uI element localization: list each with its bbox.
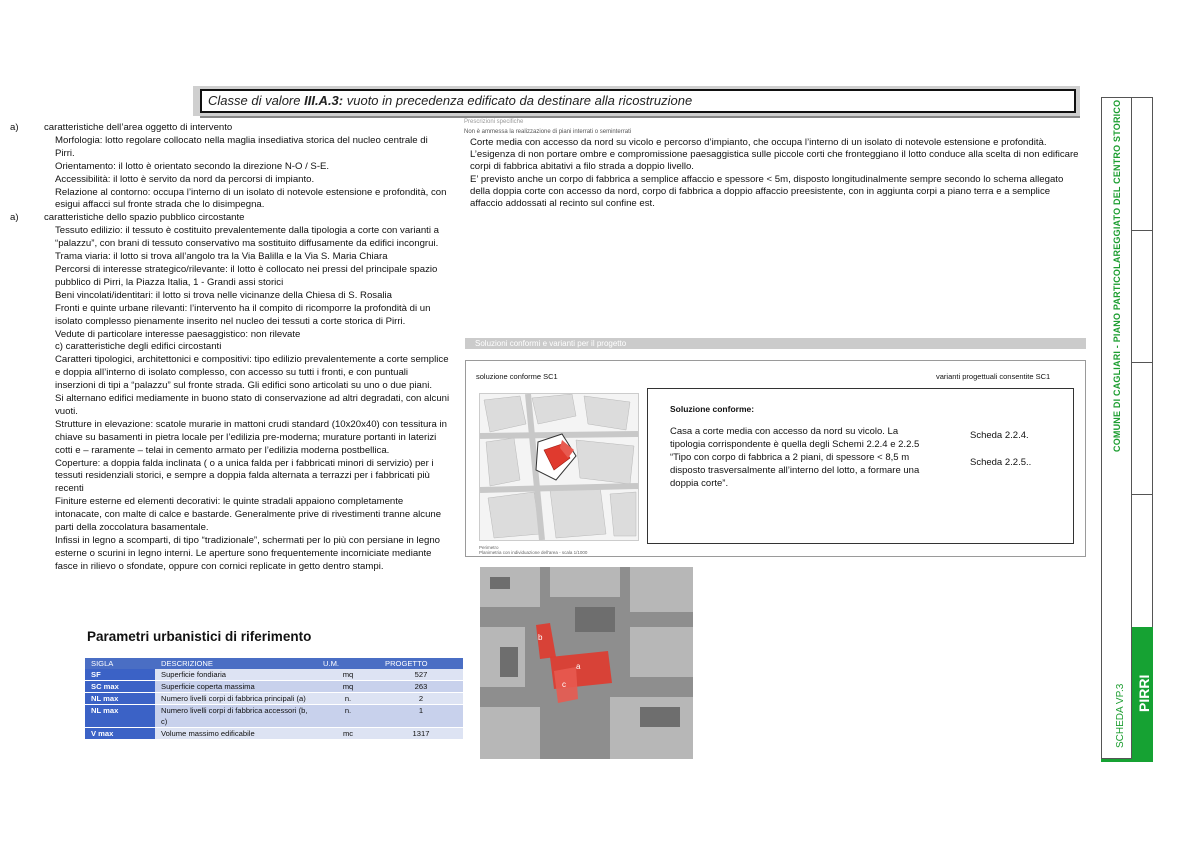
section-a2-heading: a) caratteristiche dello spazio pubblico circostante bbox=[10, 212, 245, 224]
params-table bbox=[85, 658, 463, 740]
table-row: NL max Numero livelli corpi di fabbrica accessori (b, c) n. 1 bbox=[85, 705, 463, 728]
sidebar-divider bbox=[1132, 494, 1153, 495]
sidebar-divider bbox=[1132, 230, 1153, 231]
table-row: SF Superficie fondiaria mq 527 bbox=[85, 669, 463, 681]
params-title: Parametri urbanistici di riferimento bbox=[87, 629, 312, 644]
scheda-reference-2: Scheda 2.2.5.. bbox=[970, 457, 1032, 468]
section-a1-heading: a) caratteristiche dell’area oggetto di intervento bbox=[10, 122, 233, 133]
scheda-reference-1: Scheda 2.2.4. bbox=[970, 430, 1029, 441]
sidebar-divider bbox=[1132, 362, 1153, 363]
sidebar-scheda-code: SCHEDA VP.3 bbox=[1115, 683, 1126, 748]
col-header: SIGLA bbox=[85, 658, 155, 669]
aerial-view-image bbox=[480, 567, 693, 759]
table-row: NL max Numero livelli corpi di fabbrica principali (a) n. 2 bbox=[85, 693, 463, 705]
a2-line: c) caratteristiche degli edifici circostanti bbox=[55, 341, 222, 353]
sidebar-place-name: PIRRI bbox=[1136, 674, 1152, 712]
col-header: PROGETTO bbox=[379, 658, 463, 669]
a2-line: Strutture in elevazione: scatole murarie in mattoni crudi standard (10x20x40) con tessitura in chiave su basamenti in pietra locale per l’edilizia pre-moderna; murature portanti in laterizi cotti e – raramente – telai in cemento armato per l’edilizia moderna postbellica. bbox=[55, 418, 447, 456]
table-row: V max Volume massimo edificabile mc 1317 bbox=[85, 728, 463, 740]
a2-line: Caratteri tipologici, architettonici e compositivi: tipo edilizio prevalentemente a corte semplice e doppia all’interno di isolato complesso, con accesso su tutti i fronti, e con puntuali inserzioni di tipi a “palazzu” sul fronte strada. Gli edifici sono articolati su uno o due piani. bbox=[55, 354, 449, 392]
aerial-label-b: b bbox=[538, 633, 543, 642]
a1-line: Orientamento: il lotto è orientato secondo la direzione N-O / S-E. bbox=[55, 160, 330, 172]
a2-line: Finiture esterne ed elementi decorativi: le quinte stradali appaiono completamente intonacate, con malte di calce e bastarde. Generalmente prive di rivestimenti tranne alcune parti della zoccolatura basamentale. bbox=[55, 496, 442, 534]
site-plan-drawing bbox=[480, 394, 638, 540]
aerial-label-c: c bbox=[562, 680, 566, 689]
left-description bbox=[10, 122, 450, 574]
col-header: U.M. bbox=[317, 658, 379, 669]
a2-line: Infissi in legno a scomparti, di tipo “tradizionale”, schermati per lo più con persiane in legno esterne o scurini in legno interni. Le aperture sono frequentemente incorniciate mediante fasce in rilievo o sfondate, oppure con cornici replicate in getto dentro stampi. bbox=[55, 535, 441, 572]
intervention-paragraph: E’ previsto anche un corpo di fabbrica a semplice affaccio e spessore < 5m, disposto longitudinalmente sempre secondo lo schema allegato della doppia corte con accesso da nord, corpo di fabbrica a doppio affaccio preesistente, con in aggiunta corpi a piano terra e a semplice affaccio addossati al recinto sul confine est. bbox=[470, 173, 1064, 210]
class-header: Classe di valore III.A.3: vuoto in precedenza edificato da destinare alla ricostruzione bbox=[200, 89, 1076, 113]
table-header-row bbox=[85, 658, 463, 669]
header-divider bbox=[200, 116, 1080, 118]
site-plan-map bbox=[479, 393, 639, 541]
aerial-drawing bbox=[480, 567, 693, 759]
a1-line: Morfologia: lotto regolare collocato nella maglia insediativa storica del nucleo centrale di Pirri. bbox=[55, 134, 428, 159]
a2-line: Fronti e quinte urbane rilevanti: l’intervento ha il compito di ricomporre la profondità di un isolato complesso pienamente inserito nel nucleo dei tessuti a corte storica di Pirri. bbox=[55, 302, 431, 327]
a1-line: Accessibilità: il lotto è servito da nord da percorsi di impianto. bbox=[55, 173, 315, 185]
map-legend: Perimetro Planimetria con individuazione dell'area - scala 1/1000 bbox=[479, 545, 588, 555]
aerial-label-a: a bbox=[576, 662, 581, 671]
a2-line: Percorsi di interesse strategico/rilevante: il lotto è collocato nei pressi del principale spazio pubblico di Pirri, la Piazza Italia, 1 - Grandi assi storici bbox=[55, 263, 438, 288]
sidebar-accent-strip bbox=[1101, 759, 1153, 762]
a2-line: Vedute di particolare interesse paesaggistico: non rilevate bbox=[55, 328, 301, 340]
a2-line: Beni vincolati/identitari: il lotto si trova nelle vicinanze della Chiesa di S. Rosalia bbox=[55, 289, 393, 301]
conform-solution-text: Casa a corte media con accesso da nord su vicolo. La tipologia corrispondente è quella degli Schemi 2.2.4 e 2.2.5 “Tipo con corpo di fabbrica a 2 piani, di spessore < 8,5 m disposto trasversalmente all’interno del lotto, a formare una doppia corte”. bbox=[670, 426, 920, 489]
prescrizioni-label: Prescrizioni specifiche bbox=[464, 119, 524, 125]
variants-label: varianti progettuali consentite SC1 bbox=[936, 372, 1051, 381]
a2-line: Si alternano edifici mediamente in buono stato di conservazione ad altri degradati, con alcuni vuoti. bbox=[55, 393, 450, 417]
a1-line: Relazione al contorno: occupa l’interno di un isolato di notevole estensione e profondità, con esigui affacci sul fronte strada che lo disimpegna. bbox=[55, 186, 447, 211]
col-header: DESCRIZIONE bbox=[155, 658, 317, 669]
intervention-description bbox=[470, 137, 1080, 210]
conform-solution-title: Soluzione conforme: bbox=[670, 404, 755, 414]
solutions-section-bar: Soluzioni conformi e varianti per il progetto bbox=[465, 338, 1086, 349]
a2-line: Trama viaria: il lotto si trova all’angolo tra la Via Balilla e la Via S. Maria Chiara bbox=[55, 251, 388, 263]
intervention-paragraph: Corte media con accesso da nord su vicolo e percorso d’impianto, che occupa l’interno di un isolato di notevole estensione e profondità. L’esigenza di non portare ombre e compromissione paesaggistica sulle piccole corti che fronteggiano il lotto conduce alla scelta di non edificare corpi di fabbrica abitativi a filo strada a doppio livello. bbox=[470, 137, 1079, 173]
sidebar-plan-title: COMUNE DI CAGLIARI - PIANO PARTICOLAREGGIATO DEL CENTRO STORICO bbox=[1112, 99, 1122, 452]
a2-line: Tessuto edilizio: il tessuto è costituito prevalentemente dalla tipologia a corte con varianti a “palazzu”, con brani di tessuto conservativo ma sostituito diffusamente da edifici incongrui. bbox=[55, 225, 439, 250]
conform-solution-label: soluzione conforme SC1 bbox=[476, 372, 558, 381]
a2-line: Coperture: a doppia falda inclinata ( o a unica falda per i fabbricati minori di servizio) per i tessuti residenziali storici, e sempre a doppia falda alternata a terrazzi per i fabbricati più recenti bbox=[55, 457, 434, 495]
table-row: SC max Superficie coperta massima mq 263 bbox=[85, 681, 463, 693]
prescrizioni-note: Non è ammessa la realizzazione di piani interrati o seminterrati bbox=[464, 129, 632, 135]
